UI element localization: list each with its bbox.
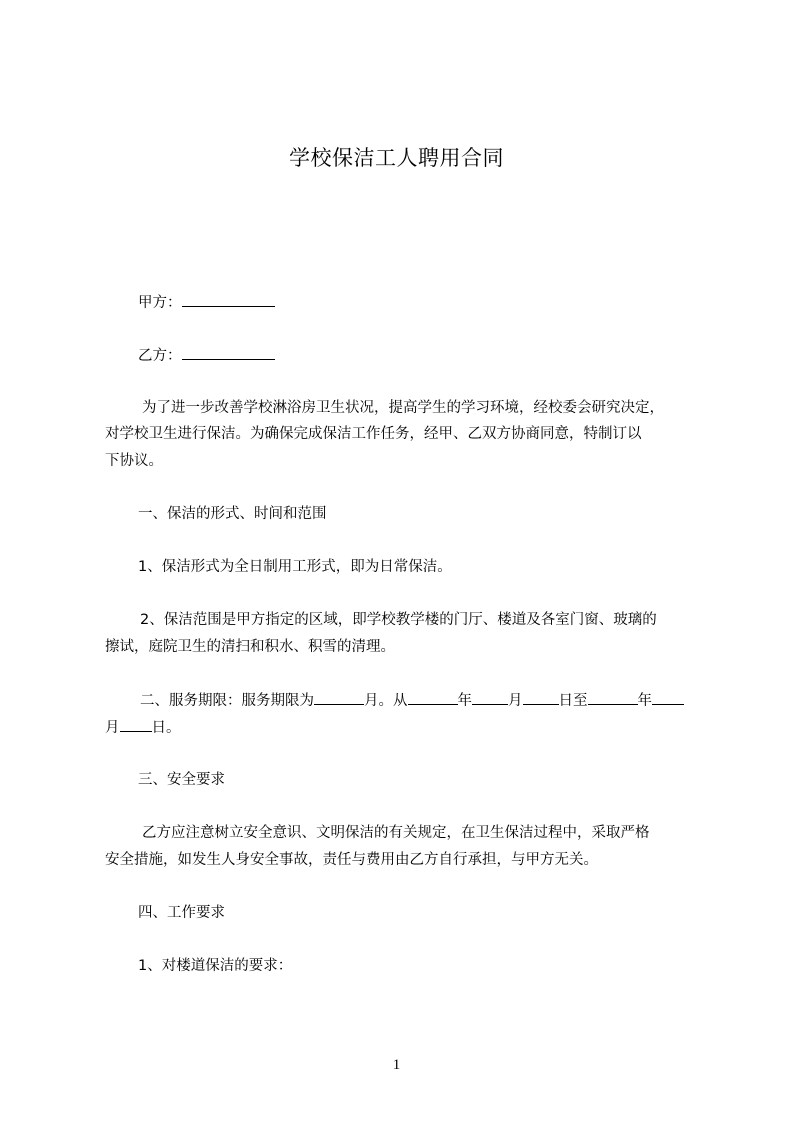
intro-line-3: 下协议。 bbox=[105, 453, 163, 469]
section1-item2-line2: 擦试，庭院卫生的清扫和积水、积雪的清理。 bbox=[105, 639, 395, 655]
end-year-blank bbox=[588, 690, 638, 705]
section4-item1: 1、对楼道保洁的要求： bbox=[138, 958, 293, 974]
end-year-text: 年 bbox=[637, 693, 652, 709]
section3-line1: 乙方应注意树立安全意识、文明保洁的有关规定，在卫生保洁过程中，采取严格 bbox=[142, 825, 650, 841]
day-to-text: 日至 bbox=[558, 693, 588, 709]
party-a-blank bbox=[182, 292, 275, 307]
party-b-line bbox=[138, 345, 275, 366]
party-a-line bbox=[138, 292, 275, 313]
party-b-blank bbox=[182, 345, 275, 360]
year-text: 年 bbox=[457, 693, 472, 709]
service-term-label: 二、服务期限：服务期限为 bbox=[140, 693, 314, 709]
month-from-text: 月。从 bbox=[364, 693, 408, 709]
section1-item1: 1、保洁形式为全日制用工形式，即为日常保洁。 bbox=[138, 559, 452, 575]
section2-line1 bbox=[140, 690, 684, 711]
section1-item2-line1: 2、保洁范围是甲方指定的区域，即学校教学楼的门厅、楼道及各室门窗、玻璃的 bbox=[140, 612, 657, 628]
party-b-label: 乙方： bbox=[138, 348, 182, 364]
section3-line2: 安全措施，如发生人身安全事故，责任与费用由乙方自行承担，与甲方无关。 bbox=[105, 852, 598, 868]
end-month-text: 月 bbox=[105, 720, 120, 736]
intro-line-1: 为了进一步改善学校淋浴房卫生状况，提高学生的学习环境，经校委会研究决定， bbox=[142, 400, 664, 416]
month-text: 月 bbox=[508, 693, 523, 709]
section3-heading: 三、安全要求 bbox=[138, 772, 225, 788]
start-year-blank bbox=[408, 690, 458, 705]
page-number: 1 bbox=[392, 1057, 401, 1073]
end-day-blank bbox=[120, 717, 152, 732]
section1-heading: 一、保洁的形式、时间和范围 bbox=[138, 506, 327, 522]
term-months-blank bbox=[314, 690, 364, 705]
end-month-blank bbox=[652, 690, 684, 705]
party-a-label: 甲方： bbox=[138, 295, 182, 311]
section2-line2 bbox=[105, 717, 181, 738]
end-day-text: 日。 bbox=[151, 720, 181, 736]
start-month-blank bbox=[472, 690, 508, 705]
intro-line-2: 对学校卫生进行保洁。为确保完成保洁工作任务，经甲、乙双方协商同意，特制订以 bbox=[105, 426, 642, 442]
start-day-blank bbox=[523, 690, 559, 705]
document-title: 学校保洁工人聘用合同 bbox=[289, 146, 504, 170]
section4-heading: 四、工作要求 bbox=[138, 905, 225, 921]
